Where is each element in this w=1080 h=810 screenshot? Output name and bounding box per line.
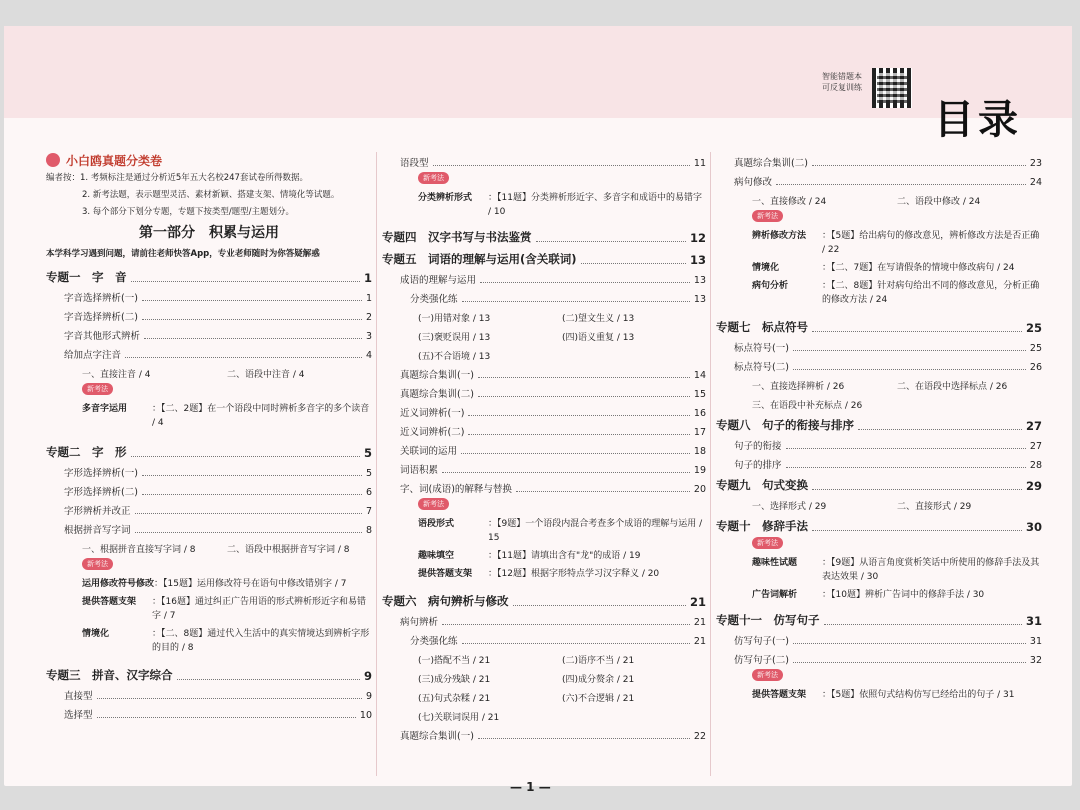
entry-label: 根据拼音写字词 (64, 525, 131, 536)
page-number: 15 (693, 389, 706, 400)
leader-dots (442, 472, 690, 473)
note-entry[interactable] (46, 577, 372, 591)
page-number: 1 (363, 271, 372, 285)
entry-label: 句子的衔接 (734, 441, 782, 452)
toc-entry[interactable] (382, 476, 706, 495)
leader-dots (824, 624, 1022, 625)
toc-entry[interactable] (46, 479, 372, 498)
entry-label: 病句修改 (734, 177, 773, 188)
entry-label: 近义词辨析(二) (400, 427, 465, 438)
toc-entry[interactable] (382, 381, 706, 400)
sub-entry[interactable]: 一、直接修改 / 24 (752, 197, 827, 207)
note-key: 情境化 (752, 263, 780, 273)
toc-entry[interactable] (716, 335, 1042, 354)
note-desc: ：【9题】从语言角度赏析笑话中所使用的修辞手法及其表达效果 / 30 (822, 558, 1040, 582)
leader-dots (793, 369, 1026, 370)
page-number: 18 (693, 446, 706, 457)
topic-label: 专题五 词语的理解与运用(含关联词) (382, 252, 577, 266)
note-desc: ：【9题】一个语段内混合考查多个成语的理解与运用 / 15 (488, 519, 703, 543)
new-method-badge: 新考法 (752, 537, 783, 549)
toc-entry[interactable] (382, 438, 706, 457)
page-number: 30 (1025, 520, 1042, 534)
sub-entry[interactable]: 二、语段中根据拼音写字词 / 8 (227, 545, 350, 555)
leader-dots (468, 434, 689, 435)
leader-dots (131, 456, 360, 457)
sub-entry[interactable]: (四)成分赘余 / 21 (562, 675, 635, 685)
page-title: 目录 (934, 96, 1022, 143)
entry-label: 真题综合集训(一) (400, 370, 474, 381)
entry-label: 字形辨析并改正 (64, 506, 131, 517)
note-entry[interactable] (716, 588, 1042, 602)
sub-entry[interactable]: 二、直接形式 / 29 (897, 502, 972, 512)
note-key: 分类辨析形式 (418, 193, 473, 203)
page-number: 9 (363, 669, 372, 683)
note-key: 情境化 (82, 629, 110, 639)
toc-topic-3[interactable] (46, 661, 372, 683)
column-divider (376, 152, 377, 776)
toc-entry[interactable] (46, 304, 372, 323)
page-number: 32 (1029, 655, 1042, 666)
leader-dots (812, 165, 1026, 166)
topic-label: 专题八 句子的衔接与排序 (716, 418, 854, 432)
sub-entry[interactable]: (七)关联词误用 / 21 (418, 713, 500, 723)
leader-dots (142, 300, 362, 301)
leader-dots (858, 429, 1022, 430)
note-desc: ：【15题】运用修改符号在语句中修改错别字 / 7 (154, 579, 347, 589)
page-number: 20 (693, 484, 706, 495)
note-key: 趣味填空 (418, 551, 455, 561)
toc-subentries (716, 188, 1042, 207)
toc-entry[interactable] (382, 150, 706, 169)
sub-entry[interactable]: (一)用错对象 / 13 (418, 314, 491, 324)
entry-label: 分类强化练 (410, 636, 458, 647)
toc-entry[interactable] (382, 267, 706, 286)
leader-dots (516, 491, 690, 492)
page-number: 13 (693, 294, 706, 305)
toc-topic-8[interactable] (716, 411, 1042, 433)
editor-line: 编者按：1. 考频标注是通过分析近5年五大名校247套试卷所得数据。 (46, 173, 308, 183)
page-number: 21 (693, 636, 706, 647)
page-number: 25 (1029, 343, 1042, 354)
leader-dots (135, 513, 362, 514)
editor-note (46, 170, 372, 221)
toc-subentries (382, 685, 706, 704)
note-desc: ：【11题】请填出含有"龙"的成语 / 19 (488, 551, 641, 561)
new-method-badge: 新考法 (752, 669, 783, 681)
entry-label: 标点符号(一) (734, 343, 789, 354)
toc-entry[interactable] (46, 342, 372, 361)
toc-subentries (46, 361, 372, 380)
entry-label: 真题综合集训(二) (400, 389, 474, 400)
note-key: 辨析修改方法 (752, 231, 807, 241)
entry-label: 给加点字注音 (64, 350, 122, 361)
sub-entry: 三、在语段中补充标点 / 26 (752, 401, 863, 411)
note-entry[interactable] (382, 191, 706, 219)
page-number: 5 (365, 468, 372, 479)
leader-dots (462, 301, 690, 302)
leader-dots (812, 489, 1022, 490)
topic-label: 专题七 标点符号 (716, 320, 808, 334)
page-number: 29 (1025, 479, 1042, 493)
page-number: 3 (365, 331, 372, 342)
page-number: 21 (693, 617, 706, 628)
note-desc: ：【二、2题】在一个语段中同时辨析多音字的多个读音 / 4 (152, 404, 370, 428)
page-number: 31 (1029, 636, 1042, 647)
toc-topic-7[interactable] (716, 313, 1042, 335)
leader-dots (125, 357, 362, 358)
note-key: 广告词解析 (752, 590, 798, 600)
page-number: 6 (365, 487, 372, 498)
brand-logo-icon (46, 153, 60, 167)
sub-entry[interactable]: 一、根据拼音直接写字词 / 8 (82, 545, 196, 555)
toc-subentries (382, 647, 706, 666)
leader-dots (135, 532, 362, 533)
note-key: 趣味性试题 (752, 558, 798, 568)
leader-dots (793, 643, 1026, 644)
toc-subentries (716, 493, 1042, 512)
toc-entry[interactable] (46, 683, 372, 702)
help-hint: 本学科学习遇到问题，请前往老师快答App，专业老师随时为你答疑解惑 (46, 249, 320, 259)
note-key: 病句分析 (752, 281, 789, 291)
sub-entry[interactable]: (三)成分残缺 / 21 (418, 675, 491, 685)
note-desc: ：【11题】分类辨析形近字、多音字和成语中的易错字 / 10 (488, 193, 702, 217)
sub-entry[interactable]: 二、在语段中选择标点 / 26 (897, 382, 1008, 392)
leader-dots (478, 377, 690, 378)
sub-entry[interactable]: (二)望文生义 / 13 (562, 314, 635, 324)
new-method-badge: 新考法 (418, 172, 449, 184)
note-entry[interactable] (46, 402, 372, 430)
note-desc: ：【二、8题】针对病句给出不同的修改意见，分析正确的修改方法 / 24 (822, 281, 1040, 305)
note-desc: ：【10题】辨析广告词中的修辞手法 / 30 (822, 590, 985, 600)
note-desc: ：【二、7题】在写请假条的情境中修改病句 / 24 (822, 263, 1015, 273)
leader-dots (786, 448, 1026, 449)
leader-dots (776, 184, 1026, 185)
leader-dots (536, 241, 686, 242)
topic-label: 专题四 汉字书写与书法鉴赏 (382, 230, 532, 244)
toc-column-1 (46, 150, 372, 721)
toc-entry[interactable] (382, 400, 706, 419)
leader-dots (468, 415, 689, 416)
toc-entry[interactable] (382, 419, 706, 438)
page-number: 16 (693, 408, 706, 419)
page-number: 27 (1025, 419, 1042, 433)
page-number: 8 (365, 525, 372, 536)
entry-label: 直接型 (64, 691, 93, 702)
leader-dots (812, 331, 1022, 332)
topic-label: 专题九 句式变换 (716, 478, 808, 492)
toc-subentries (382, 704, 706, 723)
page-number: 31 (1025, 614, 1042, 628)
qr-code-icon[interactable] (872, 68, 912, 108)
leader-dots (812, 530, 1022, 531)
entry-label: 真题综合集训(二) (734, 158, 808, 169)
page-number: 2 (365, 312, 372, 323)
toc-subentries (46, 536, 372, 555)
topic-label: 专题一 字 音 (46, 270, 127, 284)
toc-topic-11[interactable] (716, 606, 1042, 628)
brand-name: 小白鸥真题分类卷 (66, 153, 163, 168)
leader-dots (513, 605, 686, 606)
toc-entry[interactable] (716, 169, 1042, 188)
page-number: 1 (365, 293, 372, 304)
page-number: 13 (693, 275, 706, 286)
entry-label: 仿写句子(二) (734, 655, 789, 666)
page-number: 22 (693, 731, 706, 742)
editor-line: 3. 每个部分下划分专题，专题下按类型/题型/主题划分。 (82, 207, 295, 217)
page-number: 7 (365, 506, 372, 517)
topic-label: 专题六 病句辨析与修改 (382, 594, 509, 608)
toc-subentries (382, 343, 706, 362)
sub-entry[interactable]: (四)语义重复 / 13 (562, 333, 635, 343)
entry-label: 病句辨析 (400, 617, 439, 628)
entry-label: 语段型 (400, 158, 429, 169)
note-entry[interactable] (716, 556, 1042, 584)
page-number: 19 (693, 465, 706, 476)
toc-entry[interactable] (382, 628, 706, 647)
toc-entry[interactable] (716, 354, 1042, 373)
toc-entry[interactable] (46, 285, 372, 304)
entry-label: 词语积累 (400, 465, 439, 476)
entry-label: 仿写句子(一) (734, 636, 789, 647)
leader-dots (442, 624, 690, 625)
note-key: 语段形式 (418, 519, 455, 529)
toc-topic-1[interactable] (46, 263, 372, 285)
qr-caption-line-1: 智能错题本 (822, 72, 862, 81)
sub-entry[interactable]: 一、选择形式 / 29 (752, 502, 827, 512)
leader-dots (786, 467, 1026, 468)
page-number: 14 (693, 370, 706, 381)
toc-entry[interactable] (716, 433, 1042, 452)
part-title: 第一部分 积累与运用 (139, 225, 279, 241)
toc-column-3 (716, 150, 1042, 706)
toc-subentries (382, 305, 706, 324)
toc-entry[interactable] (716, 150, 1042, 169)
note-key: 运用修改符号修改 (82, 579, 155, 589)
toc-entry[interactable] (716, 628, 1042, 647)
leader-dots (793, 662, 1026, 663)
note-entry[interactable] (716, 261, 1042, 275)
sub-entry[interactable]: (五)句式杂糅 / 21 (418, 694, 491, 704)
page-number: 11 (693, 158, 706, 169)
note-entry[interactable] (382, 549, 706, 563)
topic-label: 专题二 字 形 (46, 445, 127, 459)
entry-label: 字音其他形式辨析 (64, 331, 141, 342)
page-number: 17 (693, 427, 706, 438)
sub-entry[interactable]: (一)搭配不当 / 21 (418, 656, 491, 666)
qr-caption-line-2: 可反复训练 (822, 83, 862, 92)
leader-dots (461, 453, 690, 454)
topic-label: 专题十 修辞手法 (716, 519, 808, 533)
new-method-badge: 新考法 (752, 210, 783, 222)
entry-label: 标点符号(二) (734, 362, 789, 373)
leader-dots (478, 396, 690, 397)
page-number: 28 (1029, 460, 1042, 471)
toc-entry[interactable] (46, 498, 372, 517)
note-entry[interactable] (46, 627, 372, 655)
entry-label: 字音选择辨析(二) (64, 312, 138, 323)
toc-entry[interactable] (382, 723, 706, 742)
note-key: 提供答题支架 (752, 690, 807, 700)
new-method-badge: 新考法 (82, 558, 113, 570)
page-number: 23 (1029, 158, 1042, 169)
toc-entry[interactable] (382, 609, 706, 628)
note-key: 提供答题支架 (418, 569, 473, 579)
sub-entry[interactable]: (五)不合语境 / 13 (418, 352, 491, 362)
sub-entry[interactable]: 一、直接选择辨析 / 26 (752, 382, 845, 392)
page-number: 21 (689, 595, 706, 609)
entry-label: 分类强化练 (410, 294, 458, 305)
page-number: 13 (689, 253, 706, 267)
document-page (4, 26, 1072, 794)
page-number: 9 (365, 691, 372, 702)
toc-entry[interactable] (382, 362, 706, 381)
entry-label: 近义词辨析(一) (400, 408, 465, 419)
note-desc: ：【12题】根据字形特点学习汉字释义 / 20 (488, 569, 660, 579)
note-entry[interactable] (716, 279, 1042, 307)
entry-label: 选择型 (64, 710, 93, 721)
page-number: 5 (363, 446, 372, 460)
leader-dots (793, 350, 1026, 351)
leader-dots (142, 319, 362, 320)
entry-label: 句子的排序 (734, 460, 782, 471)
toc-topic-4[interactable] (382, 223, 706, 245)
toc-entry[interactable] (716, 452, 1042, 471)
toc-subentries (716, 373, 1042, 392)
entry-label: 成语的理解与运用 (400, 275, 477, 286)
toc-entry[interactable] (46, 323, 372, 342)
entry-label: 字形选择辨析(二) (64, 487, 138, 498)
toc-entry[interactable] (382, 286, 706, 305)
page-number: 26 (1029, 362, 1042, 373)
leader-dots (462, 643, 690, 644)
note-key: 提供答题支架 (82, 597, 137, 607)
leader-dots (177, 679, 360, 680)
note-entry[interactable] (716, 229, 1042, 257)
page-number: 27 (1029, 441, 1042, 452)
note-key: 多音字运用 (82, 404, 128, 414)
leader-dots (433, 165, 690, 166)
entry-label: 字形选择辨析(一) (64, 468, 138, 479)
page-number: 4 (365, 350, 372, 361)
leader-dots (97, 717, 356, 718)
toc-topic-2[interactable] (46, 438, 372, 460)
brand-header (46, 150, 372, 170)
page-number: 25 (1025, 321, 1042, 335)
toc-entry[interactable] (46, 517, 372, 536)
leader-dots (131, 281, 360, 282)
new-method-badge: 新考法 (418, 498, 449, 510)
toc-topic-10[interactable] (716, 512, 1042, 534)
toc-entry[interactable] (46, 702, 372, 721)
toc-topic-5[interactable] (382, 245, 706, 267)
toc-subentries (382, 666, 706, 685)
sub-entry[interactable]: 二、语段中注音 / 4 (227, 370, 305, 380)
toc-entry[interactable] (716, 647, 1042, 666)
toc-entry[interactable] (46, 460, 372, 479)
page-number-footer: — 1 — (510, 780, 551, 794)
toc-entry[interactable] (382, 457, 706, 476)
column-divider (710, 152, 711, 776)
leader-dots (144, 338, 362, 339)
sub-entry[interactable]: (三)褒贬误用 / 13 (418, 333, 491, 343)
entry-label: 关联词的运用 (400, 446, 458, 457)
note-desc: ：【5题】给出病句的修改意见，辨析修改方法是否正确 / 22 (822, 231, 1040, 255)
note-entry[interactable] (46, 595, 372, 623)
leader-dots (142, 494, 362, 495)
entry-label: 真题综合集训(一) (400, 731, 474, 742)
topic-label: 专题三 拼音、汉字综合 (46, 668, 173, 682)
topic-label: 专题十一 仿写句子 (716, 613, 820, 627)
toc-topic-6[interactable] (382, 587, 706, 609)
qr-caption (822, 71, 862, 93)
toc-subentries (382, 324, 706, 343)
page-number: 24 (1029, 177, 1042, 188)
note-desc: ：【二、8题】通过代入生活中的真实情境达到辨析字形的目的 / 8 (152, 629, 370, 653)
toc-column-2 (382, 150, 706, 742)
note-desc: ：【16题】通过纠正广告用语的形式辨析形近字和易错字 / 7 (152, 597, 366, 621)
page-number: 12 (689, 231, 706, 245)
toc-topic-9[interactable] (716, 471, 1042, 493)
leader-dots (142, 475, 362, 476)
sub-entry[interactable]: (二)语序不当 / 21 (562, 656, 635, 666)
entry-label: 字、词(成语)的解释与替换 (400, 484, 512, 495)
sub-entry[interactable]: 二、语段中修改 / 24 (897, 197, 981, 207)
sub-entry[interactable]: 一、直接注音 / 4 (82, 370, 151, 380)
leader-dots (480, 282, 690, 283)
toc-subentry[interactable] (716, 392, 1042, 411)
note-entry[interactable] (716, 688, 1042, 702)
leader-dots (581, 263, 686, 264)
note-entry[interactable] (382, 517, 706, 545)
sub-entry[interactable]: (六)不合逻辑 / 21 (562, 694, 635, 704)
note-desc: ：【5题】依照句式结构仿写已经给出的句子 / 31 (822, 690, 1015, 700)
editor-line: 2. 新考法题，表示题型灵活、素材新颖、搭建支架、情境化等试题。 (82, 190, 340, 200)
new-method-badge: 新考法 (82, 383, 113, 395)
leader-dots (478, 738, 690, 739)
note-entry[interactable] (382, 567, 706, 581)
entry-label: 字音选择辨析(一) (64, 293, 138, 304)
leader-dots (97, 698, 362, 699)
page-number: 10 (359, 710, 372, 721)
